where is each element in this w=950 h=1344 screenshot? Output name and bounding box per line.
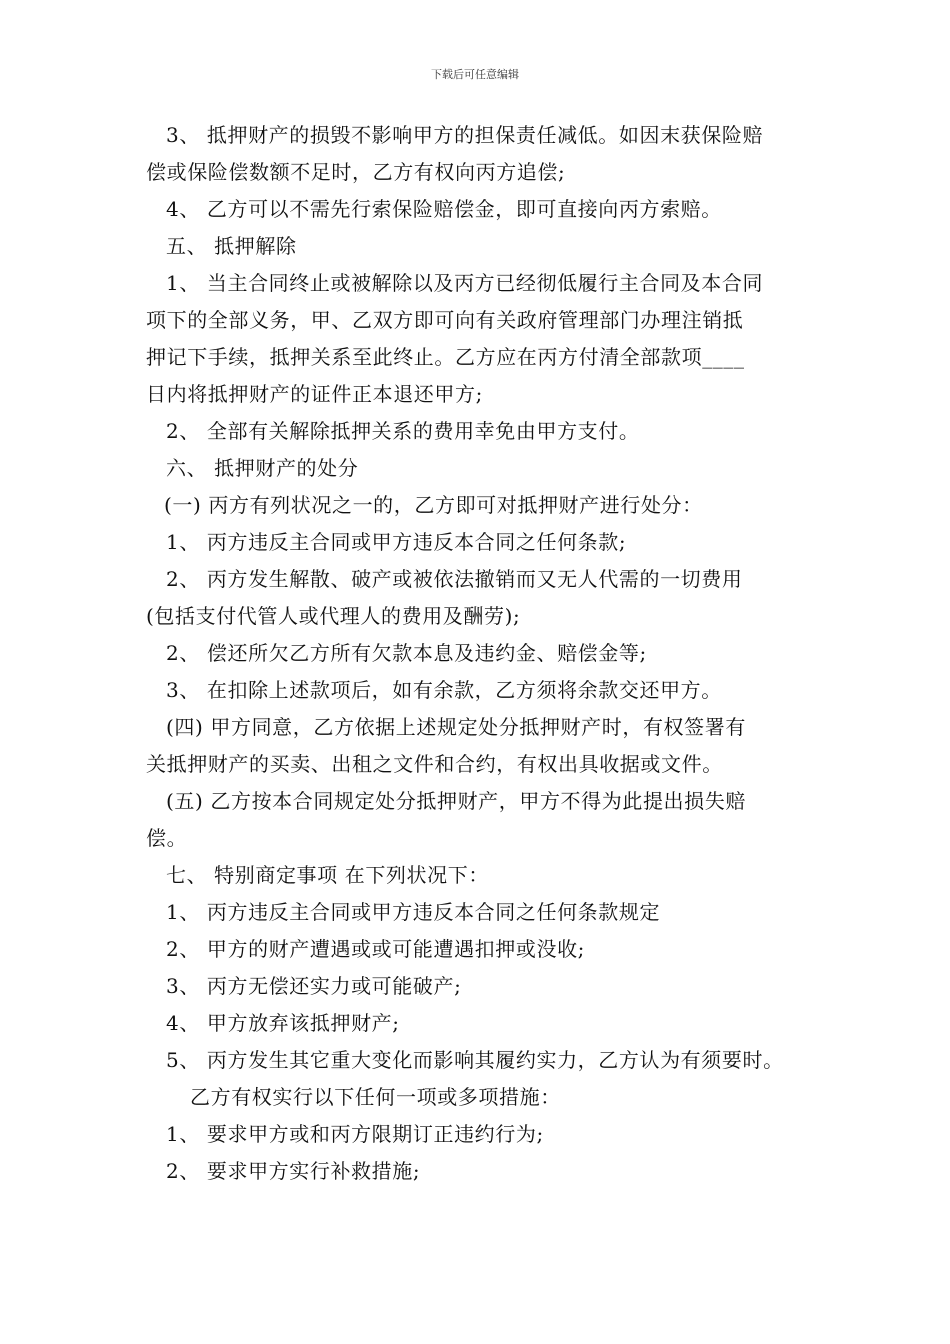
paragraph-line: 日内将抵押财产的证件正本退还甲方;: [146, 382, 483, 406]
paragraph-line: 3、 丙方无偿还实力或可能破产;: [166, 974, 462, 998]
paragraph-line: 2、 偿还所欠乙方所有欠款本息及违约金、赔偿金等;: [166, 641, 647, 665]
document-body: [146, 117, 826, 1190]
paragraph-line: 押记下手续，抵押关系至此终止。乙方应在丙方付清全部款项____: [146, 345, 745, 369]
paragraph-line: 2、 丙方发生解散、破产或被依法撤销而又无人代需的一切费用: [166, 567, 743, 591]
paragraph-line: (四) 甲方同意，乙方依据上述规定处分抵押财产时，有权签署有: [166, 715, 746, 739]
paragraph-line: 1、 丙方违反主合同或甲方违反本合同之任何条款规定: [166, 900, 661, 924]
section-heading: 五、 抵押解除: [166, 234, 297, 258]
paragraph-line: 3、 抵押财产的损毁不影响甲方的担保责任减低。如因末获保险赔: [166, 123, 764, 147]
paragraph-line: 1、 要求甲方或和丙方限期订正违约行为;: [166, 1122, 544, 1146]
section-heading: 六、 抵押财产的处分: [166, 456, 359, 480]
paragraph-line: 项下的全部义务，甲、乙双方即可向有关政府管理部门办理注销抵: [146, 308, 744, 332]
paragraph-line: 2、 要求甲方实行补救措施;: [166, 1159, 421, 1183]
paragraph-line: (一) 丙方有列状况之一的，乙方即可对抵押财产进行处分：: [164, 493, 703, 517]
paragraph-line: 关抵押财产的买卖、出租之文件和合约，有权出具收据或文件。: [146, 752, 723, 776]
paragraph-line: 5、 丙方发生其它重大变化而影响其履约实力，乙方认为有须要时。: [166, 1048, 784, 1072]
paragraph-line: 1、 当主合同终止或被解除以及丙方已经彻低履行主合同及本合同: [166, 271, 764, 295]
paragraph-line: (包括支付代管人或代理人的费用及酬劳);: [146, 604, 521, 628]
paragraph-line: 4、 乙方可以不需先行索保险赔偿金，即可直接向丙方索赔。: [166, 197, 722, 221]
section-heading: 七、 特别商定事项 在下列状况下：: [166, 863, 489, 887]
paragraph-line: 4、 甲方放弃该抵押财产;: [166, 1011, 400, 1035]
paragraph-line: 乙方有权实行以下任何一项或多项措施：: [190, 1085, 561, 1109]
paragraph-line: (五) 乙方按本合同规定处分抵押财产，甲方不得为此提出损失赔: [166, 789, 746, 813]
paragraph-line: 2、 全部有关解除抵押关系的费用幸免由甲方支付。: [166, 419, 640, 443]
paragraph-line: 偿。: [146, 826, 188, 850]
paragraph-line: 偿或保险偿数额不足时，乙方有权向丙方追偿;: [146, 160, 566, 184]
paragraph-line: 3、 在扣除上述款项后，如有余款，乙方须将余款交还甲方。: [166, 678, 722, 702]
paragraph-line: 2、 甲方的财产遭遇或或可能遭遇扣押或没收;: [166, 937, 586, 961]
paragraph-line: 1、 丙方违反主合同或甲方违反本合同之任何条款;: [166, 530, 627, 554]
page-header-note: 下载后可任意编辑: [431, 68, 519, 81]
